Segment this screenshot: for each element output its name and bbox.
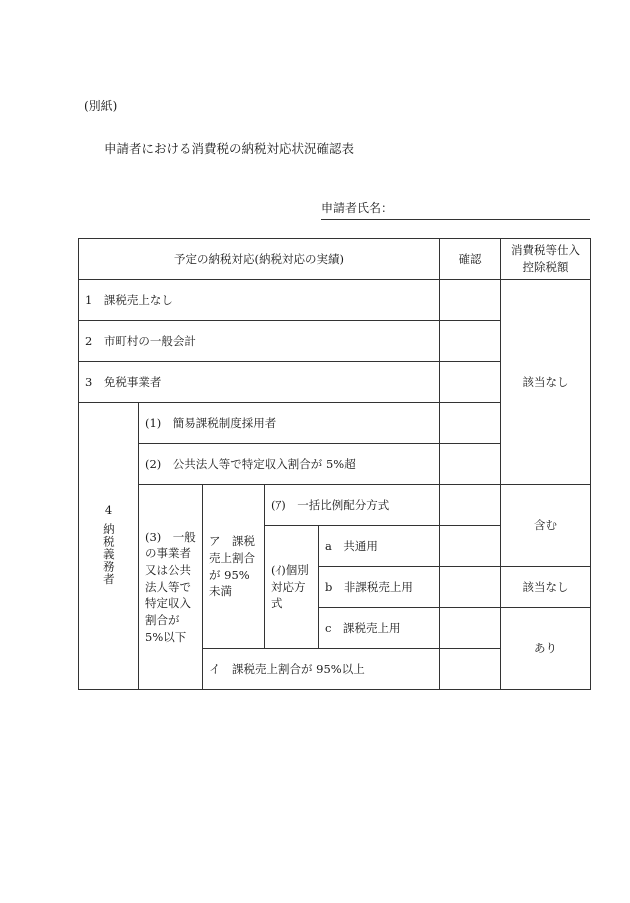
- taxpayer-label: [79, 403, 139, 690]
- row-tax-exempt: 3 免税事業者: [79, 362, 440, 403]
- applicant-name-line: [321, 199, 590, 220]
- confirm-cell-10[interactable]: [440, 649, 501, 690]
- confirm-cell-4[interactable]: [440, 403, 501, 444]
- table-row: [79, 485, 591, 526]
- confirm-cell-2[interactable]: [440, 321, 501, 362]
- row-taxable-sales-use: c 課税売上用: [319, 608, 440, 649]
- row-no-taxable-sales: 1 課税売上なし: [79, 280, 440, 321]
- confirm-cell-8[interactable]: [440, 567, 501, 608]
- confirm-cell-7[interactable]: [440, 526, 501, 567]
- row-general-business: (3) 一般の事業者又は公共法人等で特定収入割合が5%以下: [139, 485, 203, 690]
- deduction-none-1: 該当なし: [501, 280, 591, 485]
- annex-label: (別紙): [84, 99, 118, 113]
- deduction-none-2: 該当なし: [501, 567, 591, 608]
- header-main: 予定の納税対応(納税対応の実績): [79, 239, 440, 280]
- row-municipal-general: 2 市町村の一般会計: [79, 321, 440, 362]
- taxpayer-number: 4: [104, 503, 113, 518]
- table-row: [79, 280, 591, 321]
- row-simplified-tax: (1) 簡易課税制度採用者: [139, 403, 440, 444]
- taxpayer-text: 納税義務者: [101, 522, 116, 586]
- row-ratio-under95: ア 課税売上割合が 95%未満: [203, 485, 265, 649]
- confirm-cell-6[interactable]: [440, 485, 501, 526]
- deduction-includes: 含む: [501, 485, 591, 567]
- confirm-cell-3[interactable]: [440, 362, 501, 403]
- row-lump-sum-method: (ｱ) 一括比例配分方式: [265, 485, 440, 526]
- header-deduction: 消費税等仕入控除税額: [501, 239, 591, 280]
- header-confirm: 確認: [440, 239, 501, 280]
- tax-status-table: [78, 238, 591, 690]
- row-ratio-over95: イ 課税売上割合が 95%以上: [203, 649, 440, 690]
- confirm-cell-5[interactable]: [440, 444, 501, 485]
- row-nontaxable-use: b 非課税売上用: [319, 567, 440, 608]
- row-public-corp-over5: (2) 公共法人等で特定収入割合が 5%超: [139, 444, 440, 485]
- row-individual-method: (ｲ)個別対応方式: [265, 526, 319, 649]
- confirm-cell-9[interactable]: [440, 608, 501, 649]
- row-common-use: a 共通用: [319, 526, 440, 567]
- confirm-cell-1[interactable]: [440, 280, 501, 321]
- table-header-row: [79, 239, 591, 280]
- applicant-name-label: 申請者氏名：: [321, 201, 394, 215]
- deduction-exists: あり: [501, 608, 591, 690]
- document-title: 申請者における消費税の納税対応状況確認表: [104, 141, 355, 156]
